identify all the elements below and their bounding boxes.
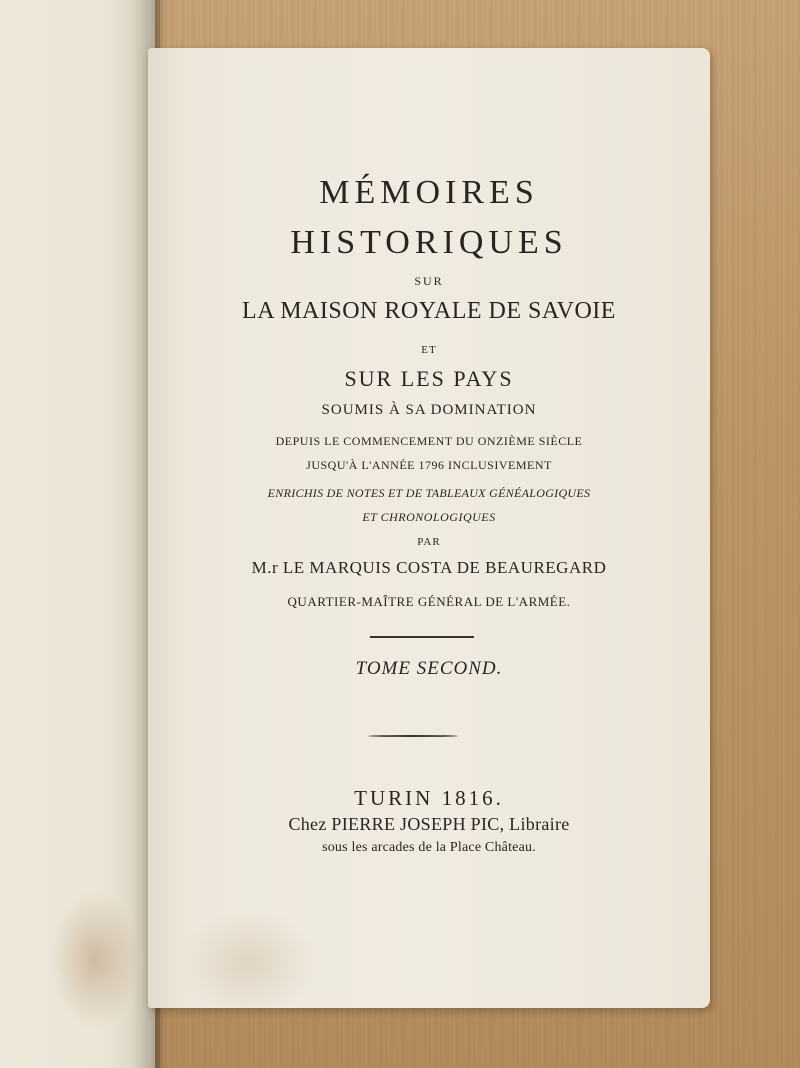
divider-rule-top — [370, 636, 474, 638]
imprint-place-year: TURIN 1816. — [354, 786, 504, 810]
text-chronologiques: ET CHRONOLOGIQUES — [362, 510, 496, 524]
text-par: PAR — [417, 536, 441, 548]
divider-rule-bottom — [368, 735, 458, 737]
text-enrichis: ENRICHIS DE NOTES ET DE TABLEAUX GÉNÉALOGIQUES — [267, 486, 591, 500]
author-title: QUARTIER-MAÎTRE GÉNÉRAL DE L'ARMÉE. — [287, 594, 571, 609]
author-name: M.r LE MARQUIS COSTA DE BEAUREGARD — [251, 558, 607, 577]
title-line-1: MÉMOIRES — [319, 174, 539, 211]
imprint-address: sous les arcades de la Place Château. — [322, 840, 536, 855]
text-sur-les-pays: SUR LES PAYS — [344, 366, 514, 391]
text-sur: SUR — [414, 274, 444, 288]
volume-label: TOME SECOND. — [355, 658, 503, 679]
left-page-stain — [50, 890, 140, 1030]
imprint-publisher: Chez PIERRE JOSEPH PIC, Libraire — [288, 814, 570, 834]
text-depuis: DEPUIS LE COMMENCEMENT DU ONZIÈME SIÈCLE — [275, 434, 583, 448]
text-soumis: SOUMIS À SA DOMINATION — [321, 402, 537, 418]
title-line-2: HISTORIQUES — [290, 224, 568, 261]
text-et: ET — [421, 344, 437, 356]
page-stain — [178, 908, 318, 1018]
title-page — [148, 48, 710, 1008]
subject-line: LA MAISON ROYALE DE SAVOIE — [242, 298, 616, 324]
text-jusqua: JUSQU'À L'ANNÉE 1796 INCLUSIVEMENT — [306, 458, 552, 472]
